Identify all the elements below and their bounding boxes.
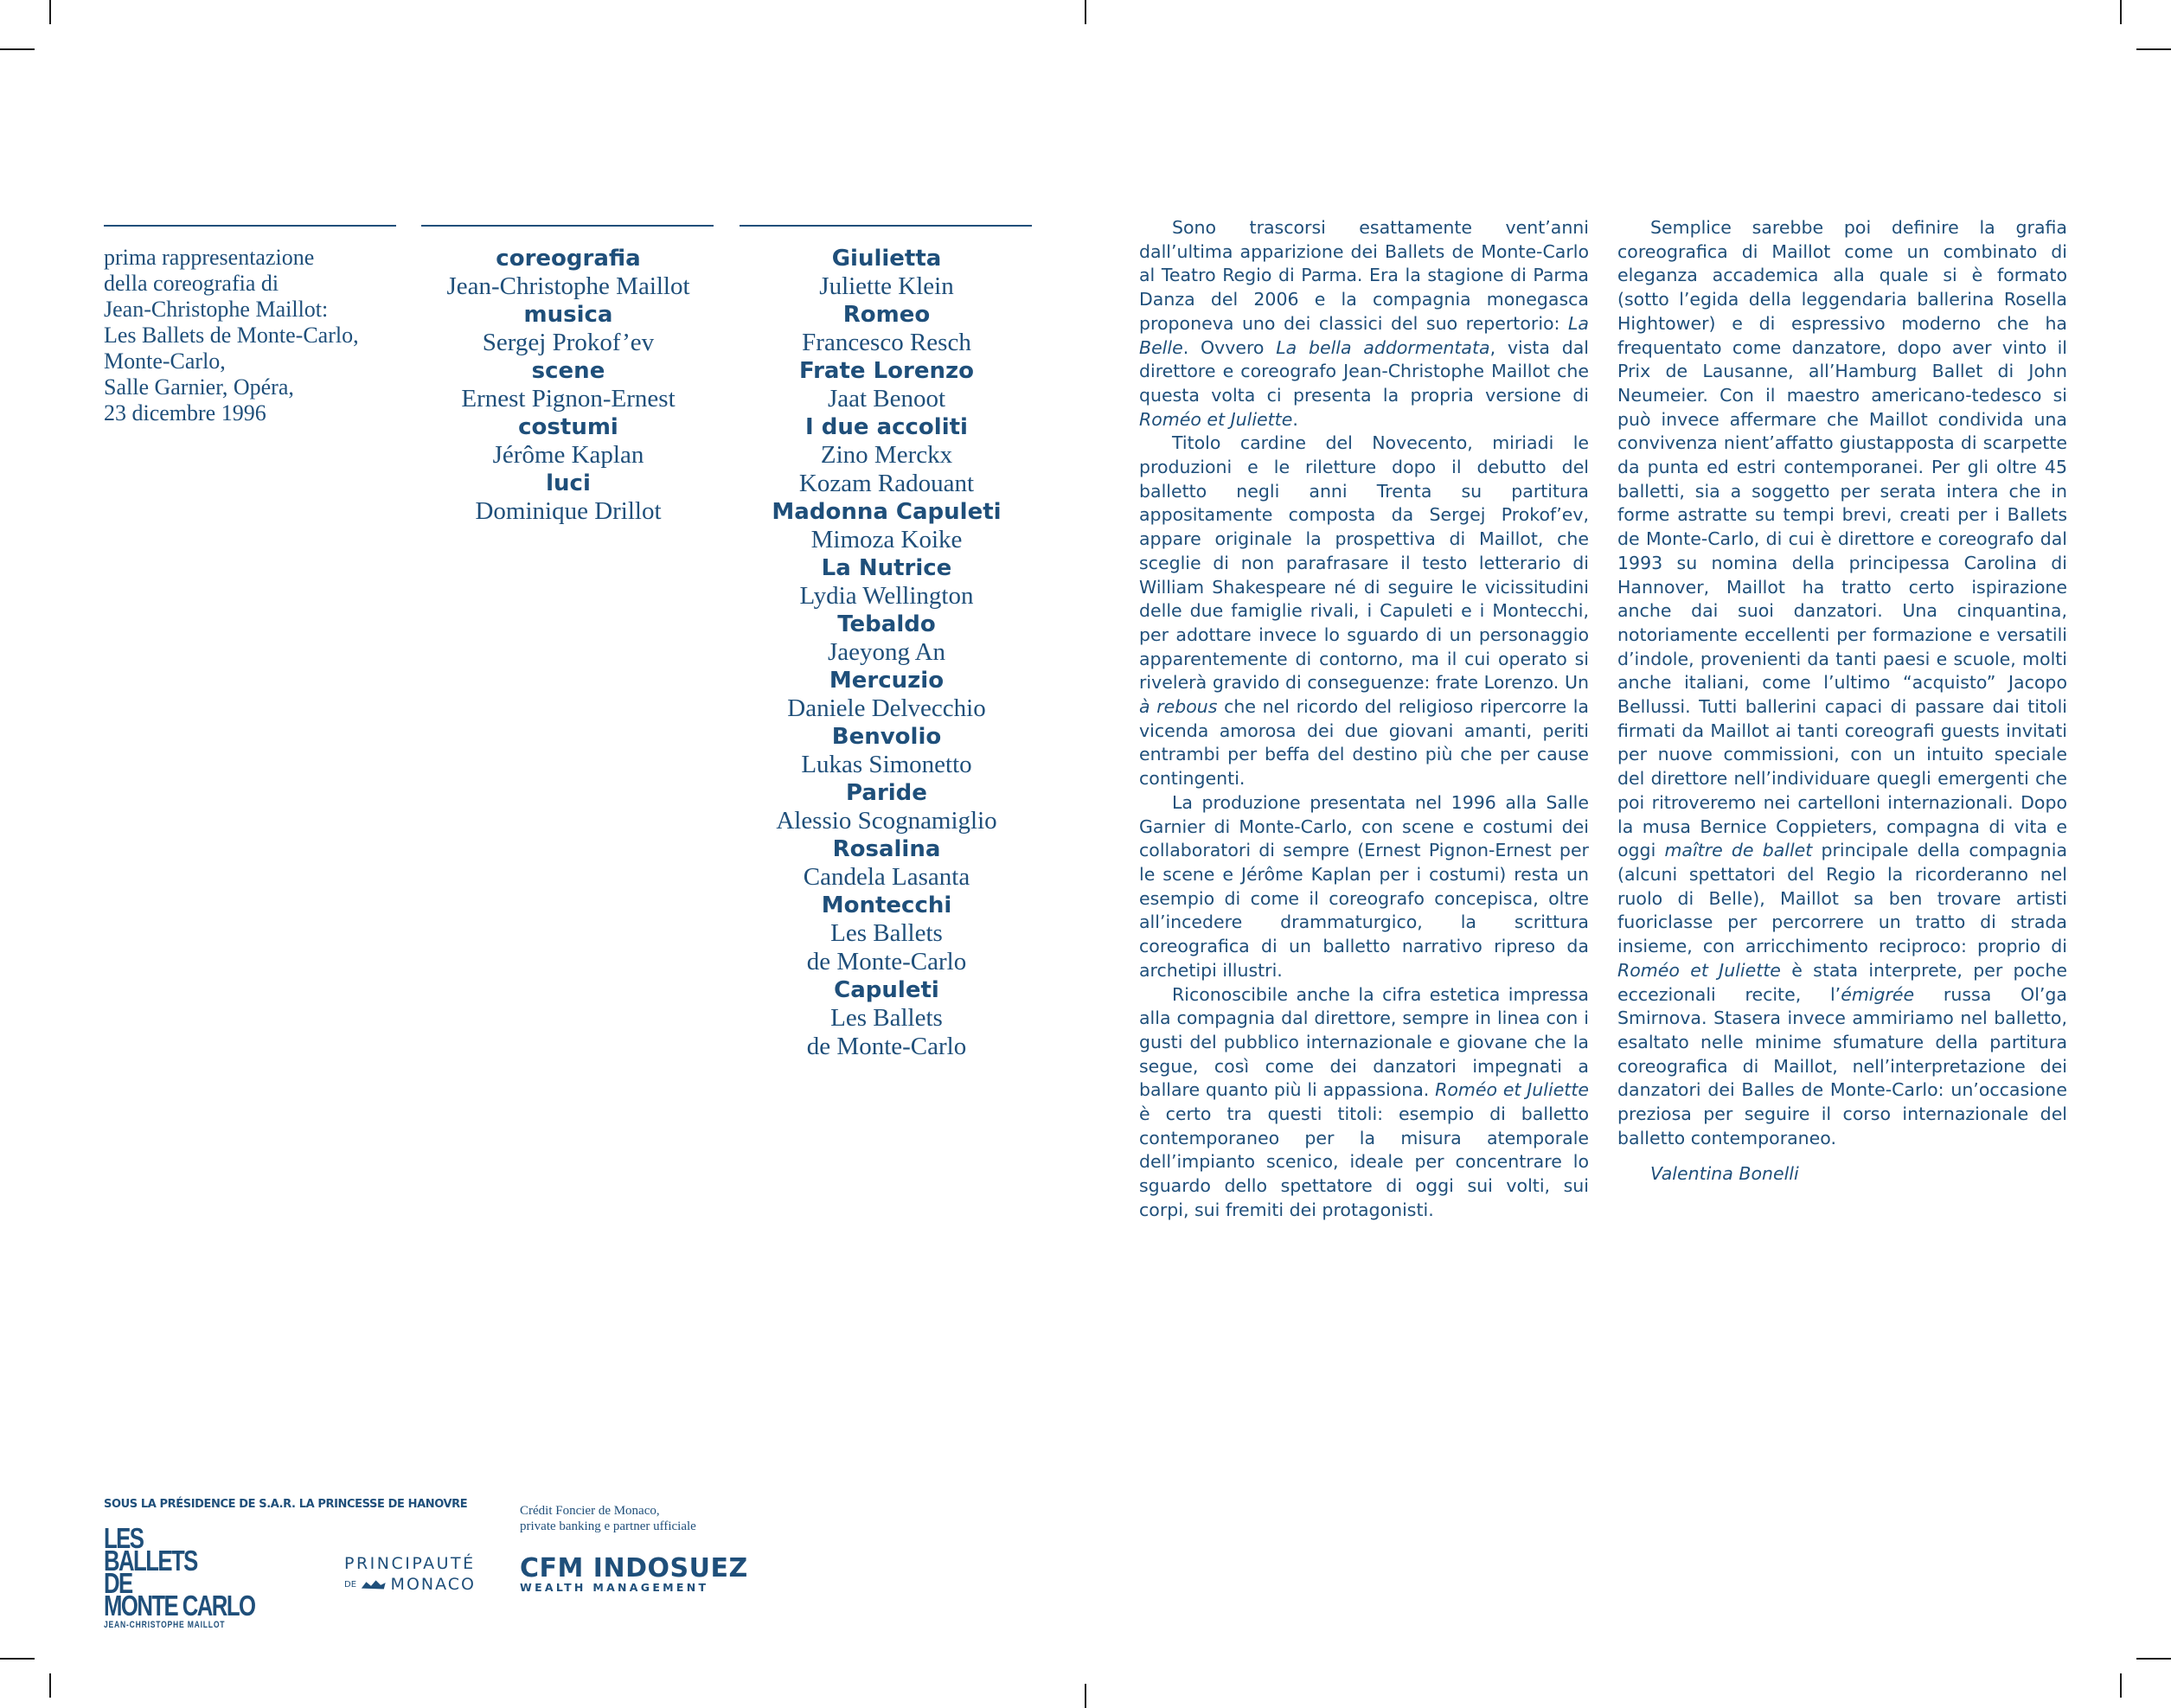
credit-role: costumi (518, 414, 618, 440)
crop-mark (0, 48, 35, 50)
crop-mark (49, 0, 51, 24)
logo-line: LES (104, 1522, 144, 1554)
credit-role: Rosalina (832, 836, 941, 862)
essay-column-2 (1617, 216, 2067, 1187)
logo-line: MONTE CARLO (104, 1590, 255, 1622)
credit-name: Dominique Drillot (475, 497, 662, 525)
credit-role: Paride (846, 780, 927, 806)
logo-line: DE (104, 1567, 132, 1599)
credit-role: I due accoliti (805, 414, 968, 440)
credit-name: Lydia Wellington (799, 582, 974, 610)
premiere-line: Salle Garnier, Opéra, (104, 374, 294, 400)
crop-mark (2120, 0, 2122, 24)
essay-body (1617, 216, 2067, 1150)
essay-paragraph: Sono trascorsi esattamente vent’anni dall’ultima apparizione dei Ballets de Monte-Carlo al Teatro Regio di Parma. Era la stagione di Parma Danza del 2006 e la compagnia monegasca proponeva uno dei classici del suo repertorio: La Belle. Ovvero La bella addormentata, vista dal direttore e coreografo Jean-Christophe Maillot che questa volta ci presenta la propria versione di Roméo et Juliette. (1139, 217, 1589, 430)
cfm-indosuez-logo (520, 1553, 748, 1594)
credit-name: Jean-Christophe Maillot (446, 272, 690, 300)
credit-name: Juliette Klein (819, 272, 954, 300)
credit-name: de Monte-Carlo (806, 1033, 967, 1060)
logo-line: DE (344, 1579, 357, 1590)
logo-tagline: JEAN-CHRISTOPHE MAILLOT (104, 1620, 226, 1630)
credit-name: Jaat Benoot (827, 385, 946, 413)
crop-mark (2120, 1673, 2122, 1698)
logo-line: BALLETS (104, 1545, 197, 1577)
credit-name: de Monte-Carlo (806, 948, 967, 976)
credit-role: Romeo (842, 302, 931, 328)
credit-name: Alessio Scognamiglio (776, 807, 997, 835)
credit-role: Capuleti (834, 977, 939, 1003)
cast-list (740, 245, 1034, 1061)
essay-author: Valentina Bonelli (1650, 1163, 1799, 1185)
credit-role: Giulietta (831, 246, 942, 272)
credit-name: Francesco Resch (802, 329, 971, 356)
credit-name: Les Ballets (830, 1004, 943, 1032)
credit-role: coreografia (496, 246, 641, 272)
essay-column-1 (1139, 216, 1589, 1223)
premiere-line: 23 dicembre 1996 (104, 400, 266, 425)
credit-name: Daniele Delvecchio (787, 694, 986, 722)
premiere-line: della coreografia di (104, 271, 279, 296)
sponsor-note (520, 1503, 696, 1534)
credit-name: Les Ballets (830, 919, 943, 947)
credit-name: Candela Lasanta (803, 863, 970, 891)
divider-rule (421, 225, 714, 227)
premiere-line: prima rappresentazione (104, 245, 315, 270)
essay-paragraph: Riconoscibile anche la cifra estetica impressa alla compagnia dal direttore, sempre in linea con i gusti del pubblico internazionale e giovane che la segue, così come dei danzatori impegnati a ballare quanto più li appassiona. Roméo et Juliette è certo tra questi titoli: esempio di balletto contemporaneo per la misura atemporale dell’impianto scenico, ideale per concentrare lo sguardo dello spettatore di oggi sui volti, sui corpi, sui fremiti dei protagonisti. (1139, 983, 1589, 1220)
credit-name: Ernest Pignon-Ernest (461, 385, 676, 413)
crop-mark (1085, 0, 1086, 24)
principaute-monaco-logo (344, 1554, 476, 1594)
logo-line: CFM INDOSUEZ (520, 1553, 748, 1583)
credit-name: Jérôme Kaplan (492, 441, 644, 469)
premiere-info (104, 245, 402, 426)
premiere-line: Monte-Carlo, (104, 349, 226, 374)
credit-name: Zino Merckx (820, 441, 953, 469)
crew-credits (421, 245, 715, 526)
credit-role: Montecchi (821, 892, 952, 918)
crop-mark (2136, 1658, 2171, 1660)
crop-mark (2136, 48, 2171, 50)
monaco-crown-icon (360, 1577, 387, 1591)
sponsor-line: Crédit Foncier de Monaco, (520, 1504, 660, 1518)
logo-line: WEALTH MANAGEMENT (520, 1581, 709, 1594)
credit-name: Lukas Simonetto (801, 751, 972, 778)
essay-paragraph: Semplice sarebbe poi definire la grafia coreografica di Maillot come un combinato di eleganza accademica alla quale si è formato (sotto l’egida della leggendaria ballerina Rosella Hightower) e di espressivo moderno che ha frequentato come danzatore, dopo aver vinto il Prix de Lausanne, all’Hamburg Ballet di John Neumeier. Con il maestro americano-tedesco si può invece affermare che Maillot condivida una convivenza nient’affatto giustapposta di scarpette da punta ed estri contemporanei. Per gli oltre 45 balletti, sia a soggetto per serata intera che in forme astratte su tempi brevi, creati per i Ballets de Monte-Carlo, di cui è direttore e coreografo dal 1993 su nomina della principessa Carolina di Hannover, Maillot ha tratto certo ispirazione anche dai suoi danzatori. Una cinquantina, notoriamente eccellenti per formazione e versatili d’indole, provenienti da tanti paesi e scuole, molti anche italiani, come l’ultimo “acquisto” Jacopo Bellussi. Tutti ballerini capaci di passare dai titoli firmati da Maillot ai tanti coreografi guests invitati per nuove commissioni, con un intuito speciale del direttore nell’individuare quegli emergenti che poi ritroveremo nei cartelloni internazionali. Dopo la musa Bernice Coppieters, compagna di vita e oggi maître de ballet principale della compagnia (alcuni spettatori del Regio la ricorderanno nel ruolo di Belle), Maillot sa ben trovare artisti fuoriclasse per percorrere un tratto di strada insieme, con arricchimento reciproco: proprio di Roméo et Juliette è stata interprete, per poche eccezionali recite, l’émigrée russa Ol’ga Smirnova. Stasera invece ammiriamo nel balletto, esaltato nelle minime sfumature della partitura coreografica di Maillot, nell’interpretazione dei danzatori dei Balles de Monte-Carlo: un’occasione preziosa per seguire il corso internazionale del balletto contemporaneo. (1617, 217, 2068, 1148)
premiere-line: Les Ballets de Monte-Carlo, (104, 323, 359, 348)
credit-role: La Nutrice (821, 555, 952, 581)
patronage-note: SOUS LA PRÉSIDENCE DE S.A.R. LA PRINCESSE DE HANOVRE (104, 1498, 468, 1511)
credit-role: luci (546, 470, 591, 496)
ballets-monte-carlo-logo (104, 1522, 255, 1631)
divider-rule (104, 225, 396, 227)
crop-mark (49, 1673, 51, 1698)
credit-name: Kozam Radouant (798, 470, 975, 497)
credit-name: Jaeyong An (827, 638, 946, 666)
credit-role: Tebaldo (837, 611, 936, 637)
credit-role: Frate Lorenzo (799, 358, 974, 384)
premiere-line: Jean-Christophe Maillot: (104, 297, 329, 322)
logo-line: PRINCIPAUTÉ (344, 1554, 476, 1573)
credit-role: Benvolio (831, 724, 942, 750)
divider-rule (740, 225, 1032, 227)
logo-line: MONACO (390, 1575, 476, 1594)
credit-role: musica (523, 302, 613, 328)
credit-role: Mercuzio (829, 668, 945, 694)
crop-mark (1085, 1684, 1086, 1708)
credit-name: Sergej Prokof’ev (482, 329, 655, 356)
sponsor-line: private banking e partner ufficiale (520, 1519, 696, 1533)
crop-mark (0, 1658, 35, 1660)
essay-paragraph: La produzione presentata nel 1996 alla Salle Garnier di Monte-Carlo, con scene e costumi dei collaboratori di sempre (Ernest Pignon-Ernest per le scene e Jérôme Kaplan per i costumi) resta un esempio di come il coreografo concepisca, oltre all’incedere drammaturgico, la scrittura coreografica di un balletto narrativo ripreso da archetipi illustri. (1139, 791, 1589, 981)
credit-name: Mimoza Koike (810, 526, 963, 553)
credit-role: scene (531, 358, 605, 384)
essay-paragraph: Titolo cardine del Novecento, miriadi le produzioni e le riletture dopo il debutto del balletto negli anni Trenta su partitura appositamente composta da Sergej Prokof’ev, appare originale la prospettiva di Maillot, che sceglie di non parafrasare il testo letterario di William Shakespeare né di seguire le vicissitudini delle due famiglie rivali, i Capuleti e i Montecchi, per adottare invece lo sguardo di un personaggio apparentemente di contorno, ma il cui operato si rivelerà gravido di conseguenze: frate Lorenzo. Un à rebous che nel ricordo del religioso ripercorre la vicenda amorosa dei due giovani amanti, periti entrambi per beffa del destino più che per cause contingenti. (1139, 432, 1589, 790)
credit-role: Madonna Capuleti (772, 499, 1002, 525)
